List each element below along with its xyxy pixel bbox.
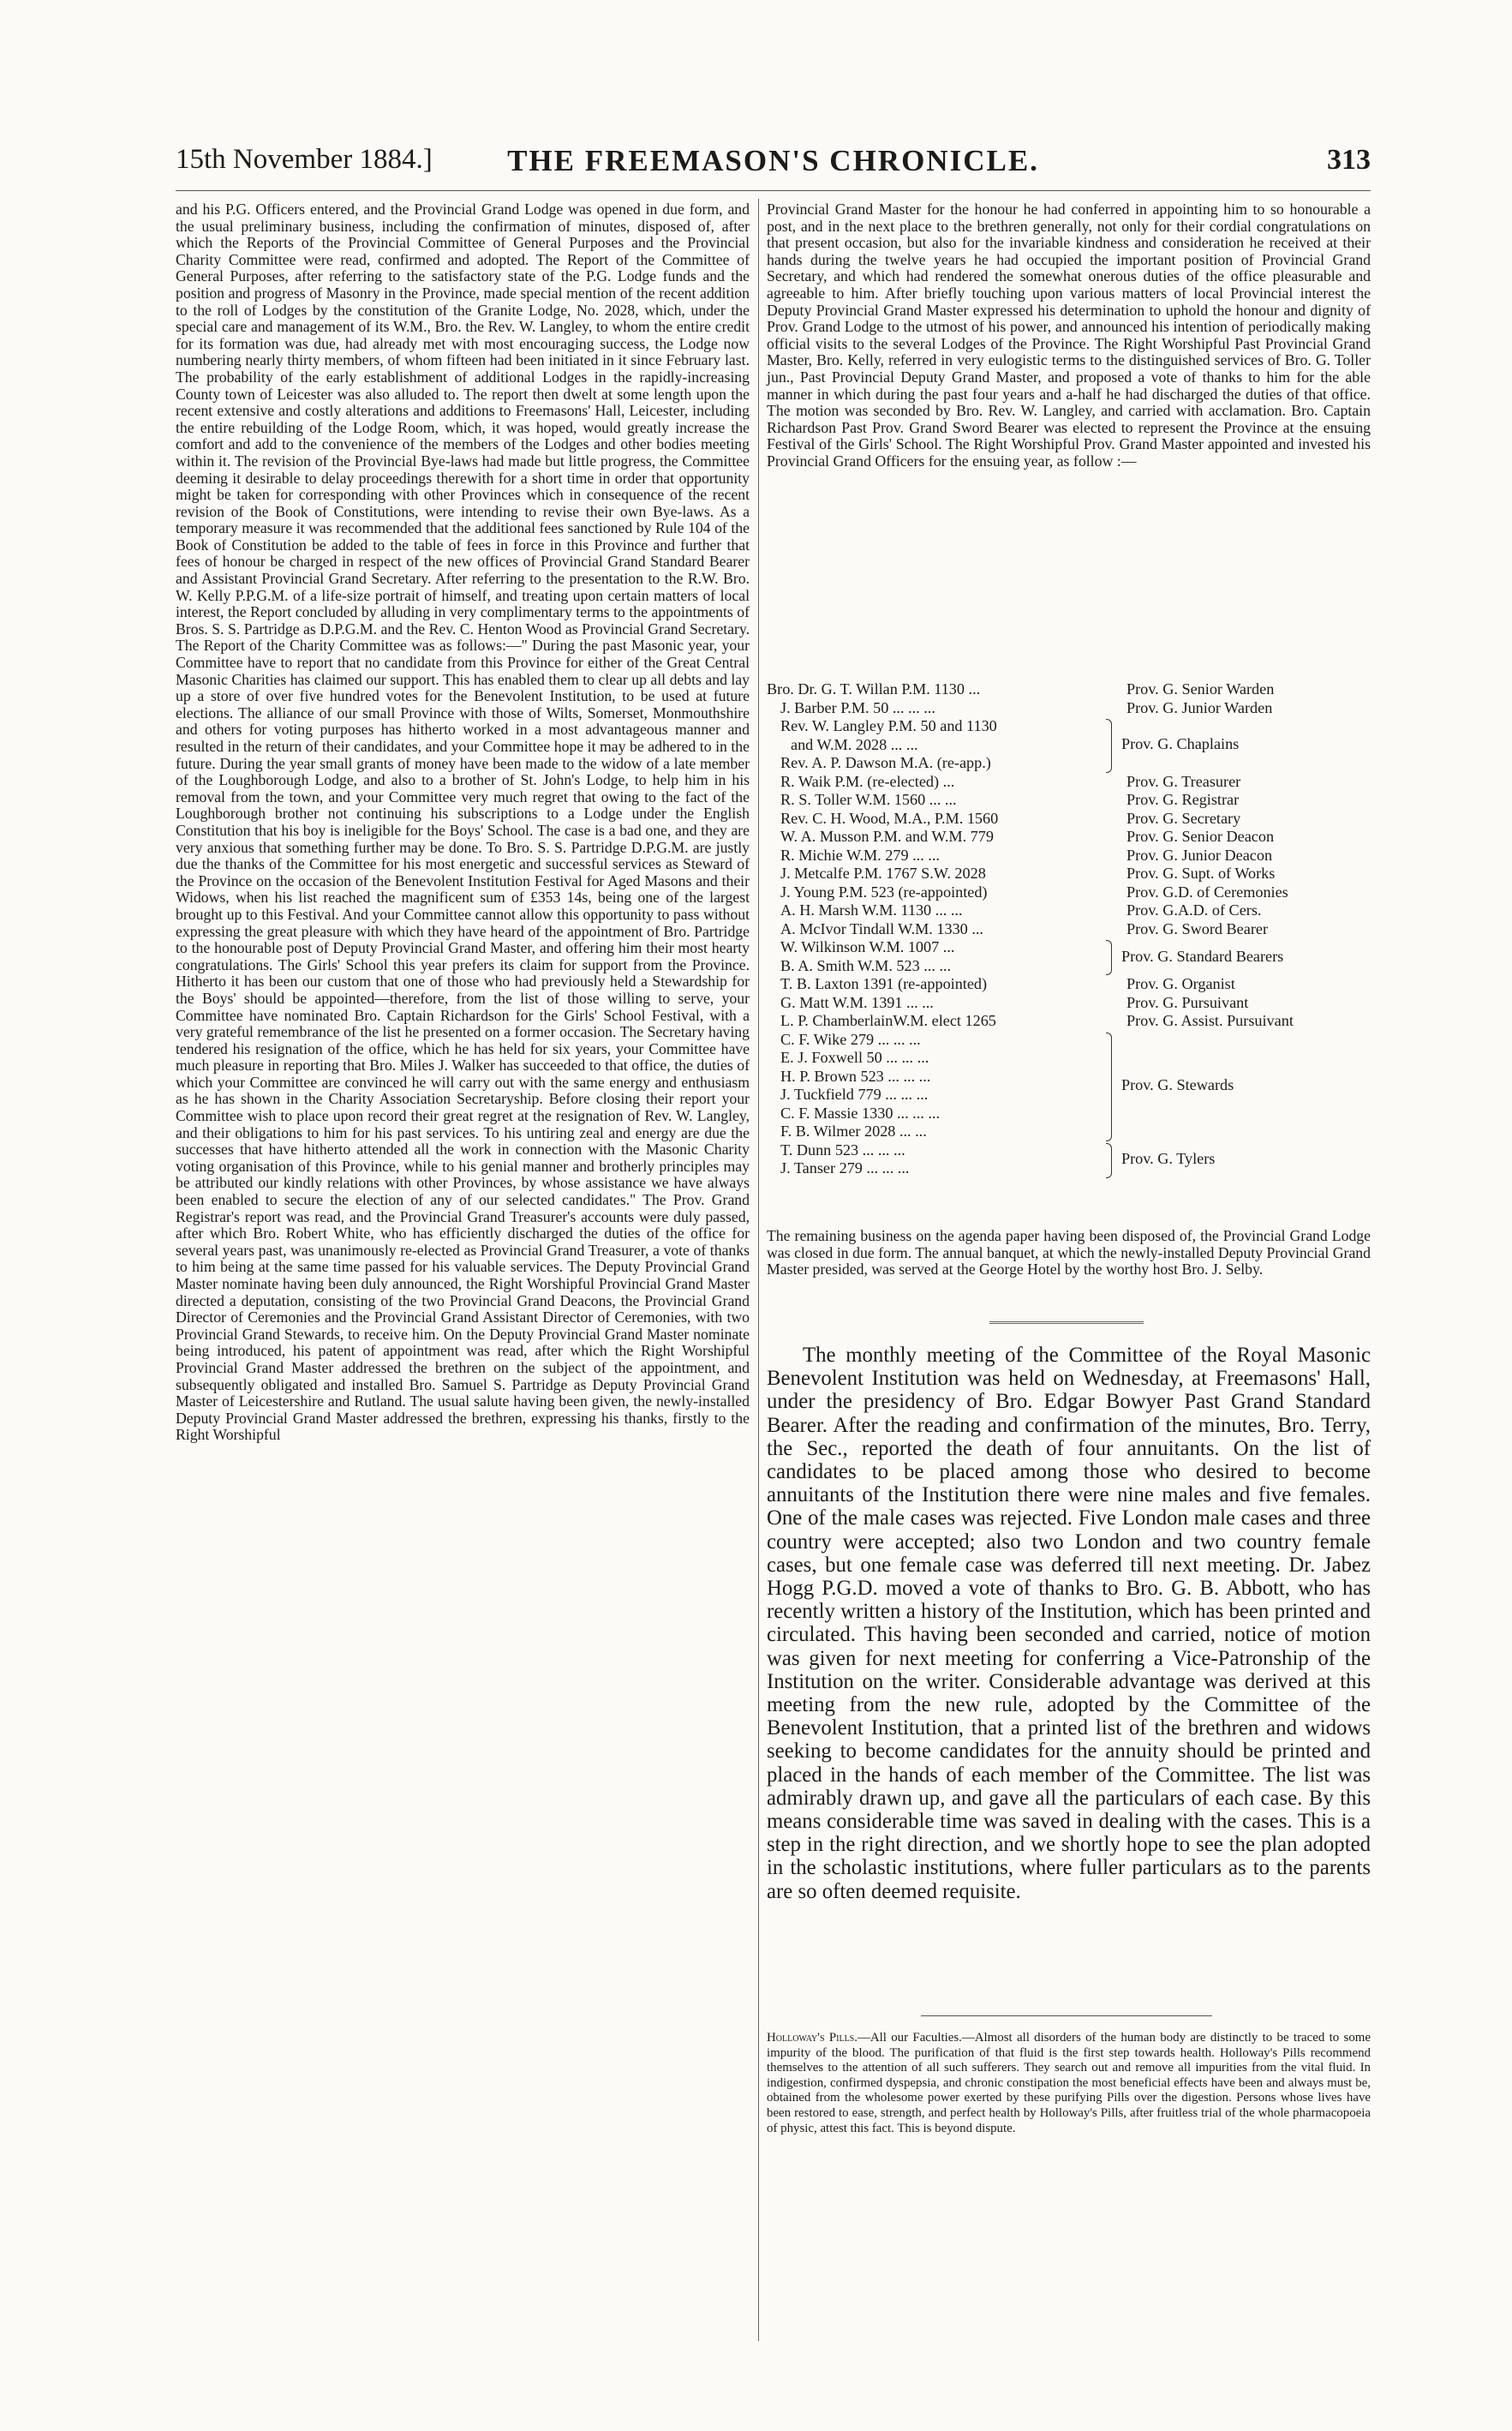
officer-name: Rev. W. Langley P.M. 50 and 1130 (780, 717, 997, 734)
officer-row (767, 1049, 1371, 1067)
officer-row (767, 754, 1371, 772)
officer-office: Prov. G.D. of Ceremonies (1127, 883, 1288, 901)
group-office-tylers: Prov. G. Tylers (1121, 1150, 1216, 1167)
officer-row (767, 1012, 1371, 1030)
officer-office: Prov. G. Senior Deacon (1127, 828, 1275, 845)
advert-body: —All our Faculties.—Almost all disorders of the human body are distinctly to be traced to some impurity of the blood. The purification of that fluid is the first step towards health. Holloway's Pills recommend themselves to the attention of all such sufferers. They search out and remove all impurities from the vital fluid. In indigestion, confirmed dyspepsia, and chronic constipation the most beneficial effects have been and always must be, obtained from the wholesome power exerted by these purifying Pills over the digestion. Persons whose lives have been restored to ease, strength, and perfect health by Holloway's Pills, after fruitless trial of the whole pharmacopoeia of physic, attest this fact. This is beyond dispute. (767, 2031, 1371, 2135)
officer-name: R. Michie W.M. 279 ... ... (780, 846, 940, 864)
appointments-intro-text: Provincial Grand Master for the honour he had conferred in appointing him to so honourable a post, and in the next place to the brethren generally, not only for their cordial congratulations on that present occasion, but also for the invariable kindness and consideration he received at their hands during the twelve years he had occupied the important position of Provincial Grand Secretary, and which had rendered the somewhat onerous duties of the office pleasurable and agreeable to him. After briefly touching upon various matters of local Provincial interest the Deputy Provincial Grand Master expressed his determination to uphold the honour and dignity of Prov. Grand Lodge to the utmost of his power, and announced his intention of periodically making official visits to the several Lodges of the Province. The Right Worshipful Past Provincial Grand Master, Bro. Kelly, referred in very eulogistic terms to the distinguished services of Bro. G. Toller jun., Past Provincial Deputy Grand Master, and proposed a vote of thanks to him for the able manner in which during the past four years and a-half he had discharged the duties of that office. The motion was seconded by Bro. Rev. W. Langley, and carried with acclamation. Bro. Captain Richardson Past Prov. Grand Sword Bearer was elected to represent the Province at the ensuing Festival of the Girls' School. The Right Worshipful Prov. Grand Master appointed and invested his Provincial Grand Officers for the ensuing year, as follow :— (767, 201, 1371, 470)
holloway-advert (767, 2031, 1371, 2136)
group-brace (1106, 719, 1112, 773)
advert-divider (921, 2015, 1212, 2016)
officer-row (767, 901, 1371, 919)
officer-name: and W.M. 2028 ... ... (791, 735, 918, 753)
group-office-chaplains: Prov. G. Chaplains (1121, 735, 1240, 753)
officer-row (767, 791, 1371, 809)
officer-name: E. J. Foxwell 50 ... ... ... (780, 1049, 929, 1066)
officer-name: F. B. Wilmer 2028 ... ... (780, 1123, 927, 1140)
officer-office: Prov. G. Junior Warden (1127, 698, 1273, 716)
officer-row (767, 699, 1371, 717)
officer-office: Prov. G.A.D. of Cers. (1127, 901, 1262, 919)
publication-title: THE FREEMASON'S CHRONICLE. (507, 144, 1039, 177)
committee-report: The monthly meeting of the Committee of the Royal Masonic Benevolent Institution was held on Wednesday, at Freemasons' Hall, under the presidency of Bro. Edgar Bowyer Past Grand Standard Bearer. After the reading and confirmation of the minutes, Bro. Terry, the Sec., reported the death of four annuitants. On the list of candidates to be placed among those who desired to become annuitants of the Institution there were nine males and five females. One of the male cases was rejected. Five London male cases and three country were accepted; also two London and two country female cases, but one female case was deferred till next meeting. Dr. Jabez Hogg P.G.D. moved a vote of thanks to Bro. G. B. Abbott, who has recently written a history of the Institution, which has been printed and circulated. This having been seconded and carried, notice of motion was given for next meeting for conferring a Vice-Patronship of the Institution on the writer. Considerable advantage was derived at this meeting from the new rule, adopted by the Committee of the Benevolent Institution, that a printed list of the brethren and widows seeking to become candidates for the annuity should be printed and placed in the hands of each member of the Committee. The list was admirably drawn up, and gave all the particulars of each case. By this means considerable time was saved in dealing with the cases. This is a step in the right direction, and we shortly hope to see the plan adopted in the scholastic institutions, where fuller particulars as to the parents are so often deemed requisite. (767, 1344, 1371, 1903)
officer-row (767, 1031, 1371, 1049)
issue-date: 15th November 1884.] (176, 144, 433, 175)
closing-paragraph: The remaining business on the agenda paper having been disposed of, the Provincial Grand Lodge was closed in due form. The annual banquet, at which the newly-installed Deputy Provincial Grand Master presided, was served at the George Hotel by the worthy host Bro. J. Selby. (767, 1227, 1371, 1278)
officer-name: C. F. Massie 1330 ... ... ... (780, 1104, 940, 1122)
advert-heading: Holloway's Pills. (767, 2031, 858, 2045)
officer-name: J. Metcalfe P.M. 1767 S.W. 2028 (780, 865, 986, 882)
officer-row (767, 1141, 1371, 1159)
header-rule (176, 190, 1371, 191)
officer-name: J. Young P.M. 523 (re-appointed) (780, 883, 988, 901)
column-divider (758, 199, 759, 2341)
officer-row (767, 1123, 1371, 1141)
officer-name: J. Barber P.M. 50 ... ... ... (780, 698, 935, 716)
officer-name: L. P. ChamberlainW.M. elect 1265 (780, 1012, 996, 1029)
group-brace (1106, 1143, 1112, 1178)
officer-name: H. P. Brown 523 ... ... ... (780, 1067, 931, 1085)
officer-name: T. Dunn 523 ... ... ... (780, 1141, 905, 1159)
officer-office: Prov. G. Sword Bearer (1127, 919, 1269, 937)
officer-row (767, 847, 1371, 865)
officer-row (767, 680, 1371, 698)
group-brace (1106, 940, 1112, 975)
officer-office: Prov. G. Secretary (1127, 809, 1241, 827)
officer-name: C. F. Wike 279 ... ... ... (780, 1030, 921, 1048)
officer-row (767, 975, 1371, 993)
officer-office: Prov. G. Junior Deacon (1127, 846, 1273, 864)
officer-office: Prov. G. Organist (1127, 975, 1235, 992)
officer-office: Prov. G. Treasurer (1127, 772, 1241, 790)
group-office-stewards: Prov. G. Stewards (1121, 1076, 1234, 1093)
officer-row (767, 736, 1371, 754)
officer-row (767, 1159, 1371, 1177)
officer-name: Rev. C. H. Wood, M.A., P.M. 1560 (780, 809, 999, 827)
officer-row (767, 828, 1371, 846)
officer-name: B. A. Smith W.M. 523 ... ... (780, 956, 952, 974)
officer-row (767, 883, 1371, 901)
officer-office: Prov. G. Senior Warden (1127, 680, 1275, 698)
officer-row (767, 810, 1371, 828)
officer-office: Prov. G. Assist. Pursuivant (1127, 1012, 1294, 1029)
officer-row (767, 920, 1371, 938)
page-number: 313 (1327, 144, 1371, 176)
officer-name: R. Waik P.M. (re-elected) ... (780, 772, 955, 790)
page-header (176, 144, 1371, 178)
officer-name: A. McIvor Tindall W.M. 1330 ... (780, 919, 983, 937)
group-brace (1106, 1033, 1112, 1141)
officer-name: Rev. A. P. Dawson M.A. (re-app.) (780, 754, 991, 771)
officer-name: W. A. Musson P.M. and W.M. 779 (780, 828, 994, 845)
lodge-report-text: and his P.G. Officers entered, and the Provincial Grand Lodge was opened in due form, and the usual preliminary business, including the confirmation of minutes, disposed of, after which the Reports of the Provincial Committee of General Purposes and the Provincial Charity Committee were read, confirmed and adopted. The Report of the Committee of General Purposes, after referring to the satisfactory state of the P.G. Lodge funds and the position and progress of Masonry in the Province, made special mention of the recent addition to the roll of Lodges by the constitution of the Granite Lodge, No. 2028, which, under the special care and management of its W.M., Bro. the Rev. W. Langley, to whom the entire credit for its formation was due, had already met with most encouraging success, the Lodge now numbering nearly thirty members, of whom fifteen had been initiated in it since February last. The probability of the early establishment of additional Lodges in the rapidly-increasing County town of Leicester was also alluded to. The report then dwelt at some length upon the recent extensive and costly alterations and additions to Freemasons' Hall, Leicester, including the entire rebuilding of the Lodge Room, which, it was hoped, would greatly increase the comfort and add to the convenience of the members of the Lodges and other bodies meeting within it. The revision of the Provincial Bye-laws had made but little progress, the Committee deeming it desirable to delay proceedings therewith for a short time in order that opportunity might be taken for corresponding with other Provinces which in consequence of the recent revision of the Book of Constitutions, were intending to revise their own Bye-laws. As a temporary measure it was recommended that the additional fees sanctioned by Rule 104 of the Book of Constitution be added to the table of fees in force in this Province and further that fees of honour be charged in respect of the new offices of Provincial Grand Standard Bearer and Assistant Provincial Grand Secretary. After referring to the presentation to the R.W. Bro. W. Kelly P.P.G.M. of a life-size portrait of himself, and treating upon certain matters of local interest, the Report concluded by alluding in very complimentary terms to the appointments of Bros. S. S. Partridge as D.P.G.M. and the Rev. C. Henton Wood as Provincial Grand Secretary. The Report of the Charity Committee was as follows:—" During the past Masonic year, your Committee have to report that no candidate from this Province for either of the Great Central Masonic Charities has claimed our support. This has enabled them to clear up all debts and lay up a store of over five hundred votes for the Benevolent Institution, to be used at future elections. The alliance of our small Province with those of Wilts, Somerset, Monmouthshire and others for voting purposes has hitherto worked in a most advantageous manner and resulted in the return of their candidates, and your Committee hope it may be adhered to in the future. During the year small grants of money have been made to the widow of a late member of the Loughborough Lodge, and also to a brother of St. John's Lodge, to help him in his removal from the town, and your Committee very much regret that owing to the fact of the Loughborough brother not continuing his subscriptions to a Lodge under the English Constitution that his boy is ineligible for the Boys' School. The case is a bad one, and they are very anxious that something further may be done. To Bro. S. S. Partridge D.P.G.M. are justly due the thanks of the Committee for his most energetic and successful services as Steward of the Province on the occasion of the Benevolent Institution Festival for Aged Masons and their Widows, when his list reached the magnificent sum of £353 14s, being one of the largest brought up to this Festival. And your Committee cannot allow this opportunity to pass without expressing the great pleasure with which they have heard of the appointment of Bro. Partridge to the honourable post of Deputy Provincial Grand Master, and offering him their most hearty congratulations. The Girls' School this year prefers its claim for support from the Province. Hitherto it has been our custom that one of those who had previously held a Stewardship for the Boys' should be appointed—therefore, from the list of those willing to serve, your Committee have nominated Bro. Captain Richardson for the Girls' School Festival, with a very grateful remembrance of the list he presented on a former occasion. The Secretary having tendered his resignation of the office, which he has held for six years, your Committee have much pleasure in reporting that Bro. Miles J. Walker has succeeded to that office, the duties of which your Committee are convinced he will carry out with the same energy and enthusiasm as he has shown in the Charity Association Secretaryship. Before closing their report your Committee wish to place upon record their great regret at the resignation of Rev. W. Langley, and their obligations to him for his past services. To his untiring zeal and energy are due the successes that have hitherto attended all the work in connection with the Masonic Charity voting organisation of this Province, while to his genial manner and brotherly principles may be attributed our kindly relations with other Provinces, by whose assistance we have always been enabled to secure the election of any of our selected candidates." The Prov. Grand Registrar's report was read, and the Provincial Grand Treasurer's accounts were duly passed, after which Bro. Robert White, who has efficiently discharged the duties of the office for several years past, was unanimously re-elected as Provincial Grand Treasurer, a vote of thanks to him being at the same time passed for his valuable services. The Deputy Provincial Grand Master nominate having been duly announced, the Right Worshipful Provincial Grand Master directed a deputation, consisting of the two Provincial Grand Deacons, the Provincial Grand Director of Ceremonies and the Provincial Grand Assistant Director of Ceremonies, with two Provincial Grand Stewards, to receive him. On the Deputy Provincial Grand Master nominate being introduced, his patent of appointment was read, after which the Right Worshipful Provincial Grand Master addressed the brethren on the subject of the appointment, and subsequently obligated and installed Bro. Samuel S. Partridge as Deputy Provincial Grand Master of Leicestershire and Rutland. The usual salute having been given, the newly-installed Deputy Provincial Grand Master addressed the brethren, expressing his thanks, firstly to the Right Worshipful (176, 201, 750, 1444)
group-office-standard-bearers: Prov. G. Standard Bearers (1121, 947, 1284, 965)
officer-name: J. Tuckfield 779 ... ... ... (780, 1086, 929, 1103)
right-column-intro (767, 201, 1371, 470)
officer-row (767, 1068, 1371, 1086)
officer-name: J. Tanser 279 ... ... ... (780, 1159, 910, 1177)
officer-name: R. S. Toller W.M. 1560 ... ... (780, 791, 957, 808)
officer-row (767, 717, 1371, 735)
officer-name: G. Matt W.M. 1391 ... ... (780, 993, 934, 1011)
officer-name: W. Wilkinson W.M. 1007 ... (780, 938, 955, 955)
officer-row (767, 1086, 1371, 1104)
officer-row (767, 994, 1371, 1012)
officer-name: T. B. Laxton 1391 (re-appointed) (780, 975, 988, 992)
officer-row (767, 1105, 1371, 1123)
section-divider (989, 1321, 1144, 1324)
officer-row (767, 865, 1371, 883)
officer-office: Prov. G. Pursuivant (1127, 993, 1249, 1011)
officer-row (767, 773, 1371, 791)
officer-office: Prov. G. Supt. of Works (1127, 865, 1276, 882)
officer-name: A. H. Marsh W.M. 1130 ... ... (780, 901, 963, 919)
officer-name: Bro. Dr. G. T. Willan P.M. 1130 ... (767, 680, 981, 698)
left-column (176, 201, 750, 1444)
officer-office: Prov. G. Registrar (1127, 791, 1240, 808)
